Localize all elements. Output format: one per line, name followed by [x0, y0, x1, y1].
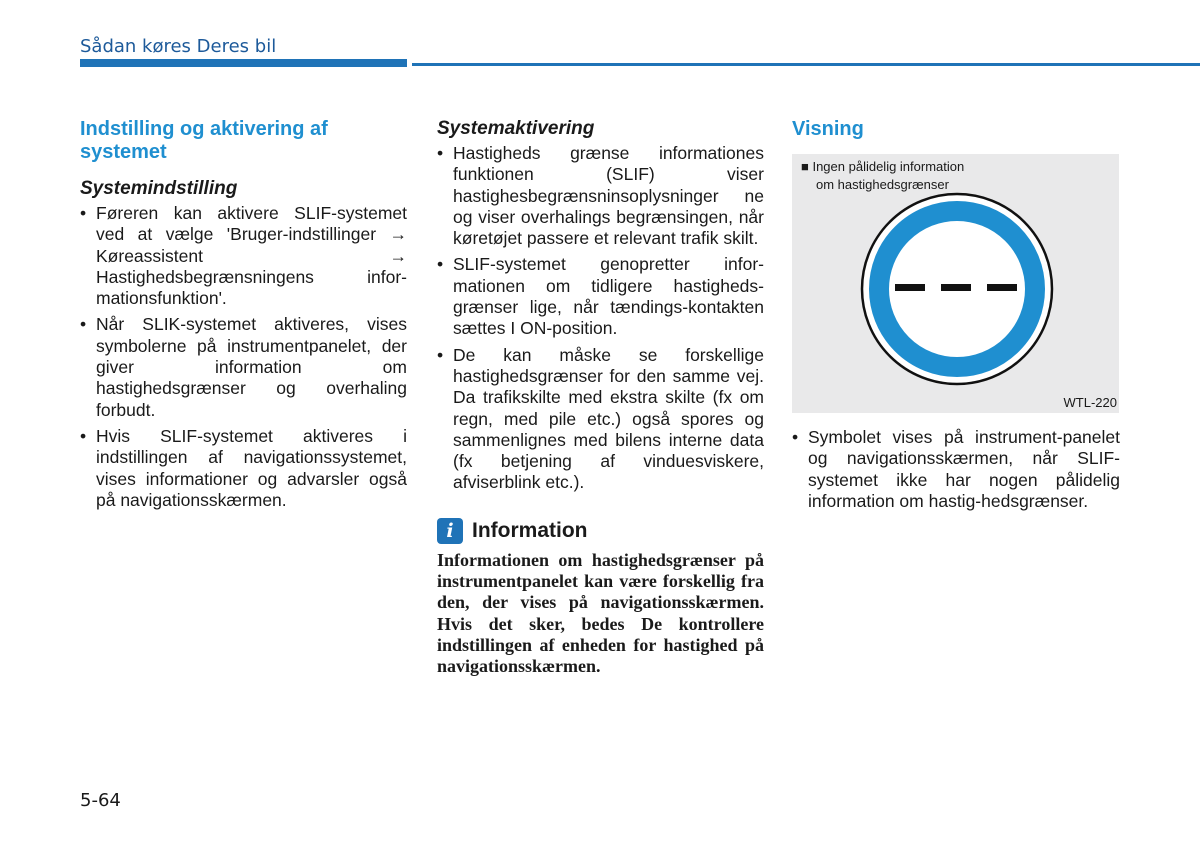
- info-box-header: [437, 518, 764, 544]
- list-item-text: Hastigheds grænse informationes funktionen (SLIF) viser hastighesbegrænsninsoplysninger ne og viser overhalings begrænsingen, når køretøjet passere et relevant trafik skilt.: [453, 143, 764, 249]
- figure-panel: [792, 154, 1119, 413]
- list-item: • Føreren kan aktivere SLIF-systemet ved at vælge 'Bruger-indstillinger → Køreassistent → Hastighedsbegrænsningens infor-mationsfunktion'.: [80, 203, 407, 309]
- list-item: • Symbolet vises på instrument-panelet og navigationsskærmen, når SLIF-systemet ikke har nogen pålidelig information om hastig-hedsgrænser.: [792, 427, 1120, 511]
- list-item-text: Symbolet vises på instrument-panelet og navigationsskærmen, når SLIF-systemet ikke har nogen pålidelig information om hastig-hedsgrænser.: [808, 427, 1120, 511]
- bullet-list-display: [792, 427, 1120, 512]
- list-item: • De kan måske se forskellige hastighedsgrænser for den samme vej. Da trafikskilte med ekstra skilte (fx om regn, med pile etc.) også spores og sammenlignes med bilens interne data (fx betjening af vinduesviskere, afviserblink etc.).: [437, 344, 764, 493]
- column-3: [792, 118, 1120, 517]
- header-rule-thin: [412, 63, 1200, 66]
- column-2: [437, 118, 764, 678]
- info-title: Information: [472, 518, 588, 542]
- list-item: • Hastigheds grænse informationes funktionen (SLIF) viser hastighesbegrænsninsoplysninger ne og viser overhalings begrænsingen, når køretøjet passere et relevant trafik skilt.: [437, 143, 764, 249]
- list-item-text: SLIF-systemet genopretter infor-mationen om tidligere hastigheds-grænser lige, når tændings-kontakten sættes I ON-position.: [453, 254, 764, 339]
- column-1: [80, 118, 407, 516]
- figure-caption-line-2: om hastighedsgrænser: [816, 177, 949, 192]
- figure-caption: [801, 158, 964, 194]
- subheading-system-activation: Systemaktivering: [437, 118, 595, 139]
- list-item: • Hvis SLIF-systemet aktiveres i indstillingen af navigationssystemet, vises informationer og advarsler også på navigationsskærmen.: [80, 425, 407, 510]
- section-heading-display: Visning: [792, 118, 864, 140]
- bullet-list-settings: [80, 203, 407, 511]
- bullet-list-activation: [437, 143, 764, 494]
- list-item-text: De kan måske se forskellige hastighedsgrænser for den samme vej. Da trafikskilte med ekstra skilte (fx om regn, med pile etc.) også spores og sammenlignes med bilens interne data (fx betjening af vinduesviskere, afviserblink etc.).: [453, 344, 764, 493]
- list-item-text: Føreren kan aktivere SLIF-systemet ved at vælge 'Bruger-indstillinger → Køreassistent → Hastighedsbegrænsningens infor-mationsfunktion'.: [96, 203, 407, 309]
- list-item-text: Hvis SLIF-systemet aktiveres i indstillingen af navigationssystemet, vises informationer og advarsler også på navigationsskærmen.: [96, 425, 407, 510]
- figure-caption-line-1: ■ Ingen pålidelig information: [801, 159, 965, 174]
- figure-code: WTL-220: [1063, 395, 1117, 410]
- page-number: 5-64: [80, 790, 121, 811]
- info-body: Informationen om hastighedsgrænser på instrumentpanelet kan være forskellig fra den, der vises på navigationsskærmen. Hvis det sker, bedes De kontrollere indstillingen af enheden for hastighed på navigationsskærmen.: [437, 549, 764, 677]
- subheading-system-setting: Systemindstilling: [80, 178, 238, 199]
- info-icon: i: [437, 518, 463, 544]
- page-header-title: Sådan køres Deres bil: [80, 36, 277, 57]
- list-item-text: Når SLIK-systemet aktiveres, vises symbolerne på instrumentpanelet, der giver information om hastighedsgrænser og overhaling forbudt.: [96, 314, 407, 420]
- header-rule-thick: [80, 59, 407, 67]
- list-item: • Når SLIK-systemet aktiveres, vises symbolerne på instrumentpanelet, der giver information om hastighedsgrænser og overhaling forbudt.: [80, 314, 407, 420]
- speed-limit-unavailable-sign-icon: [860, 192, 1054, 386]
- list-item: • SLIF-systemet genopretter infor-mationen om tidligere hastigheds-grænser lige, når tændings-kontakten sættes I ON-position.: [437, 254, 764, 339]
- section-heading-settings: Indstilling og aktivering af systemet: [80, 118, 328, 163]
